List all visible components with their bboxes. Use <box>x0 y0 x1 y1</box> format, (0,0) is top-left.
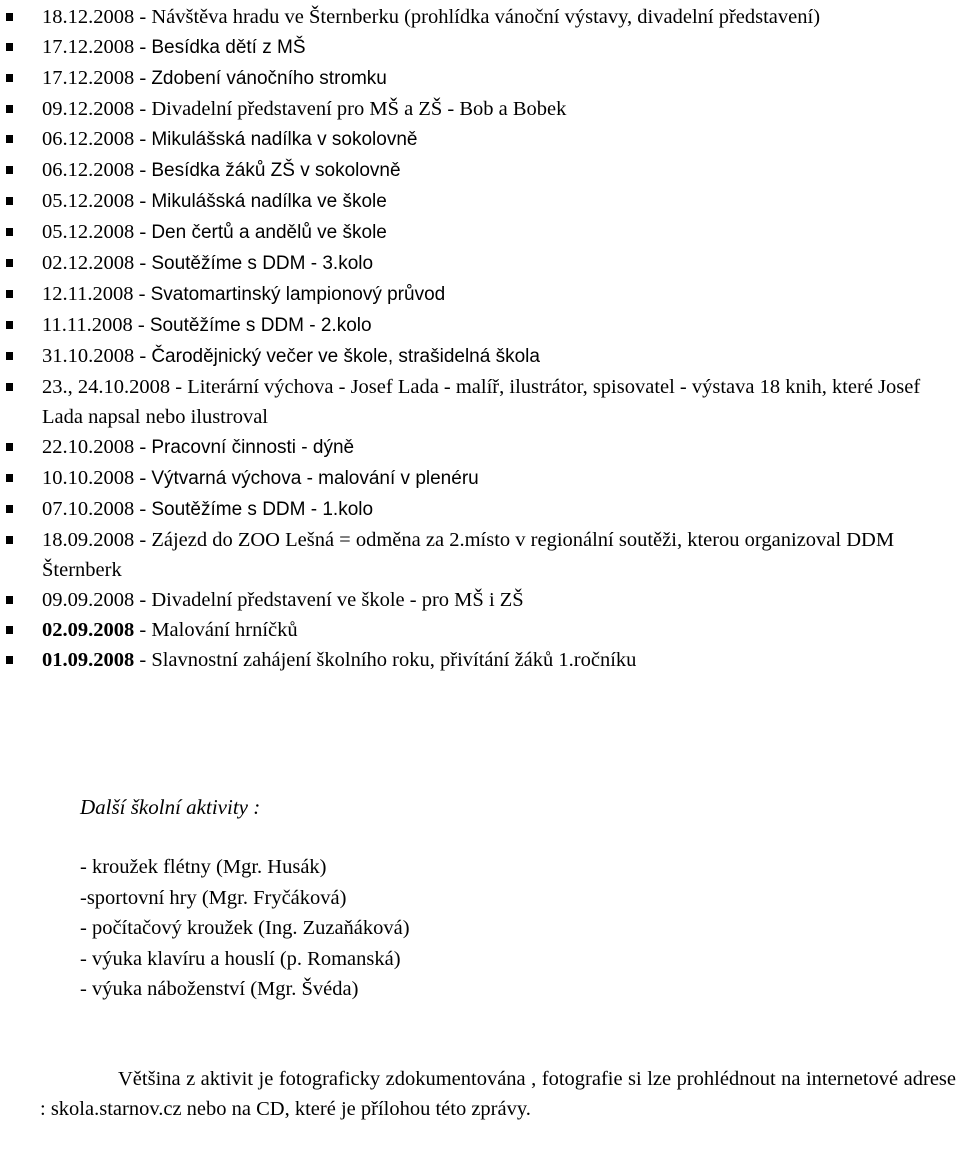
square-bullet-icon <box>6 321 13 329</box>
event-item <box>0 372 960 432</box>
event-date: 01.09.2008 <box>42 649 135 671</box>
event-item <box>0 32 960 63</box>
event-text: Mikulášská nadílka ve škole <box>151 191 387 212</box>
square-bullet-icon <box>6 505 13 513</box>
event-date: 18.12.2008 <box>42 6 135 28</box>
event-item <box>0 217 960 248</box>
event-date: 12.11.2008 <box>42 283 134 305</box>
square-bullet-icon <box>6 166 13 174</box>
event-text: Soutěžíme s DDM - 2.kolo <box>149 315 372 336</box>
square-bullet-icon <box>6 626 13 634</box>
event-separator: - <box>134 159 152 181</box>
event-separator: - <box>134 345 152 367</box>
event-text: Slavnostní zahájení školního roku, přivítání žáků 1.ročníku <box>151 649 637 671</box>
event-date: 10.10.2008 <box>42 467 135 489</box>
event-text: Zájezd do ZOO Lešná = odměna za 2.místo v regionální soutěži, kterou organizoval DDM Šternberk <box>42 529 895 581</box>
square-bullet-icon <box>6 474 13 482</box>
event-item <box>0 615 960 645</box>
square-bullet-icon <box>6 74 13 82</box>
event-item <box>0 341 960 372</box>
event-text: Mikulášská nadílka v sokolovně <box>151 129 418 150</box>
event-separator: - <box>134 252 152 274</box>
event-text: Divadelní představení pro MŠ a ZŠ - Bob a Bobek <box>151 98 567 120</box>
event-date: 07.10.2008 <box>42 498 135 520</box>
event-item <box>0 248 960 279</box>
event-separator: - <box>134 36 152 58</box>
other-activities-title: Další školní aktivity : <box>80 795 261 819</box>
event-date: 05.12.2008 <box>42 221 135 243</box>
event-date: 23., 24.10.2008 <box>42 376 171 398</box>
event-item <box>0 585 960 615</box>
event-separator: - <box>134 589 152 611</box>
event-separator: - <box>134 498 152 520</box>
event-text: Výtvarná výchova - malování v plenéru <box>151 468 479 489</box>
activity-item: - výuka náboženství (Mgr. Švéda) <box>80 978 359 1000</box>
event-date: 18.09.2008 <box>42 529 135 551</box>
event-date: 17.12.2008 <box>42 67 135 89</box>
event-item <box>0 645 960 675</box>
event-date: 06.12.2008 <box>42 159 135 181</box>
event-text: Zdobení vánočního stromku <box>151 68 387 89</box>
event-text: Soutěžíme s DDM - 3.kolo <box>151 253 374 274</box>
event-item <box>0 94 960 124</box>
event-separator: - <box>134 649 152 671</box>
event-date: 31.10.2008 <box>42 345 135 367</box>
activity-item: - počítačový kroužek (Ing. Zuzaňáková) <box>80 917 410 939</box>
event-text: Divadelní představení ve škole - pro MŠ i ZŠ <box>151 589 524 611</box>
activity-item: - kroužek flétny (Mgr. Husák) <box>80 856 327 878</box>
event-separator: - <box>134 128 152 150</box>
event-separator: - <box>134 436 152 458</box>
activities-list <box>80 852 410 1005</box>
activity-item: -sportovní hry (Mgr. Fryčáková) <box>80 886 347 909</box>
event-item <box>0 494 960 525</box>
event-date: 09.12.2008 <box>42 98 135 120</box>
event-separator: - <box>134 6 152 28</box>
photo-note: Většina z aktivit je fotograficky zdokumentována , fotografie si lze prohlédnout na internetové adrese : skola.starnov.cz nebo na CD, které je přílohou této zprávy. <box>40 1068 956 1120</box>
activity-item: - výuka klavíru a houslí (p. Romanská) <box>80 947 401 970</box>
event-date: 05.12.2008 <box>42 190 135 212</box>
event-separator: - <box>134 467 152 489</box>
event-date: 09.09.2008 <box>42 589 135 611</box>
event-item <box>0 310 960 341</box>
event-date: 06.12.2008 <box>42 128 135 150</box>
event-item <box>0 432 960 463</box>
event-item <box>0 63 960 94</box>
event-text: Svatomartinský lampionový průvod <box>150 284 446 305</box>
square-bullet-icon <box>6 352 13 360</box>
square-bullet-icon <box>6 596 13 604</box>
event-separator: - <box>133 283 151 305</box>
event-text: Pracovní činnosti - dýně <box>151 437 355 458</box>
square-bullet-icon <box>6 656 13 664</box>
square-bullet-icon <box>6 43 13 51</box>
square-bullet-icon <box>6 105 13 113</box>
event-date: 11.11.2008 <box>42 314 133 336</box>
event-item <box>0 463 960 494</box>
event-separator: - <box>134 190 152 212</box>
event-date: 02.09.2008 <box>42 619 135 641</box>
event-item <box>0 124 960 155</box>
event-item <box>0 155 960 186</box>
square-bullet-icon <box>6 536 13 544</box>
event-text: Malování hrníčků <box>151 619 298 641</box>
events-list <box>0 2 960 675</box>
event-text: Literární výchova - Josef Lada - malíř, ilustrátor, spisovatel - výstava 18 knih, které Josef Lada napsal nebo ilustroval <box>42 376 921 428</box>
square-bullet-icon <box>6 290 13 298</box>
event-item <box>0 186 960 217</box>
square-bullet-icon <box>6 383 13 391</box>
event-separator: - <box>134 529 152 551</box>
event-text: Besídka dětí z MŠ <box>151 37 306 58</box>
event-item <box>0 279 960 310</box>
event-date: 02.12.2008 <box>42 252 135 274</box>
square-bullet-icon <box>6 228 13 236</box>
event-separator: - <box>134 98 152 120</box>
event-text: Soutěžíme s DDM - 1.kolo <box>151 499 374 520</box>
square-bullet-icon <box>6 259 13 267</box>
event-text: Návštěva hradu ve Šternberku (prohlídka vánoční výstavy, divadelní představení) <box>151 6 821 28</box>
event-date: 17.12.2008 <box>42 36 135 58</box>
event-text: Besídka žáků ZŠ v sokolovně <box>151 160 401 181</box>
square-bullet-icon <box>6 197 13 205</box>
square-bullet-icon <box>6 443 13 451</box>
event-item <box>0 2 960 32</box>
event-separator: - <box>170 376 188 398</box>
event-separator: - <box>134 221 152 243</box>
event-separator: - <box>132 314 150 336</box>
event-separator: - <box>134 67 152 89</box>
event-item <box>0 525 960 585</box>
event-separator: - <box>134 619 152 641</box>
event-date: 22.10.2008 <box>42 436 135 458</box>
event-text: Den čertů a andělů ve škole <box>151 222 387 243</box>
square-bullet-icon <box>6 13 13 21</box>
event-text: Čarodějnický večer ve škole, strašidelná škola <box>151 346 540 367</box>
square-bullet-icon <box>6 135 13 143</box>
